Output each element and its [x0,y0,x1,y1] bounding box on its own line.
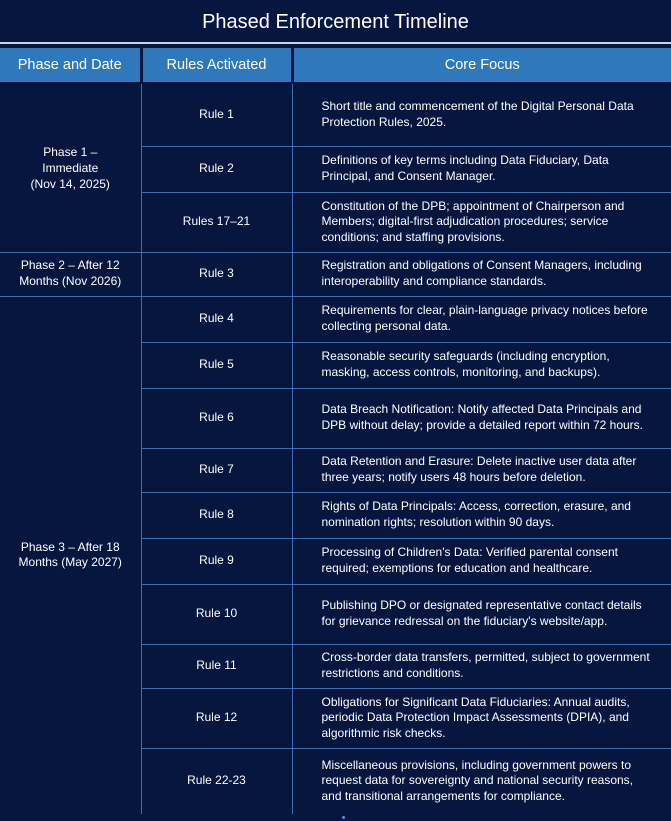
rule-cell: Rule 6 [141,388,292,448]
rule-cell: Rule 4 [141,296,292,342]
rule-cell: Rule 9 [141,538,292,584]
focus-cell: Obligations for Significant Data Fiduciaries: Annual audits, periodic Data Protection Impact Assessments (DPIA), and algorithmic risk checks. [292,688,671,748]
table-row [0,296,671,342]
header-phase-and-date: Phase and Date [0,48,141,82]
rule-cell: Rule 22-23 [141,748,292,814]
rule-cell: Rule 7 [141,448,292,492]
rule-cell: Rules 17–21 [141,192,292,252]
enforcement-timeline-table [0,48,671,814]
focus-cell: Data Retention and Erasure: Delete inactive user data after three years; notify users 48 hours before deletion. [292,448,671,492]
focus-cell: Data Breach Notification: Notify affected Data Principals and DPB without delay; provide a detailed report within 72 hours. [292,388,671,448]
page-title: Phased Enforcement Timeline [0,0,671,44]
phase-label: Phase 1 – Immediate (Nov 14, 2025) [30,145,110,191]
focus-cell: Short title and commencement of the Digital Personal Data Protection Rules, 2025. [292,84,671,146]
rule-cell: Rule 5 [141,342,292,388]
focus-cell: Constitution of the DPB; appointment of Chairperson and Members; digital-first adjudication procedures; service conditions; and staffing provisions. [292,192,671,252]
header-rules-activated: Rules Activated [141,48,292,82]
rule-cell: Rule 2 [141,146,292,192]
phase-3-cell [0,296,141,814]
header-core-focus: Core Focus [292,48,671,82]
focus-cell: Miscellaneous provisions, including government powers to request data for sovereignty and national security reasons, and transitional arrangements for compliance. [321,757,634,804]
rule-cell: Rule 10 [141,584,292,644]
phase-1-cell [0,84,141,252]
table-row [0,84,671,146]
phase-2-cell: Phase 2 – After 12 Months (Nov 2026) [0,252,141,296]
rule-cell: Rule 12 [141,688,292,748]
focus-cell: Definitions of key terms including Data Fiduciary, Data Principal, and Consent Manager. [292,146,671,192]
focus-cell: Registration and obligations of Consent Managers, including interoperability and compliance standards. [292,252,671,296]
focus-cell: Reasonable security safeguards (including encryption, masking, access controls, monitoring, and backups). [292,342,671,388]
focus-cell: Cross-border data transfers, permitted, subject to government restrictions and conditions. [292,644,671,688]
phase-label: Phase 3 – After 18 Months (May 2027) [18,539,122,570]
focus-cell: Processing of Children's Data: Verified parental consent required; exemptions for education and healthcare. [292,538,671,584]
focus-cell: Publishing DPO or designated representative contact details for grievance redressal on the fiduciary's website/app. [292,584,671,644]
rule-cell: Rule 1 [141,84,292,146]
rule-cell: Rule 8 [141,492,292,538]
decorative-dot [342,816,345,819]
focus-cell: Rights of Data Principals: Access, correction, erasure, and nomination rights; resolution within 90 days. [292,492,671,538]
focus-cell: Requirements for clear, plain-language privacy notices before collecting personal data. [292,296,671,342]
rule-cell: Rule 11 [141,644,292,688]
rule-cell: Rule 3 [141,252,292,296]
table-row [0,252,671,296]
